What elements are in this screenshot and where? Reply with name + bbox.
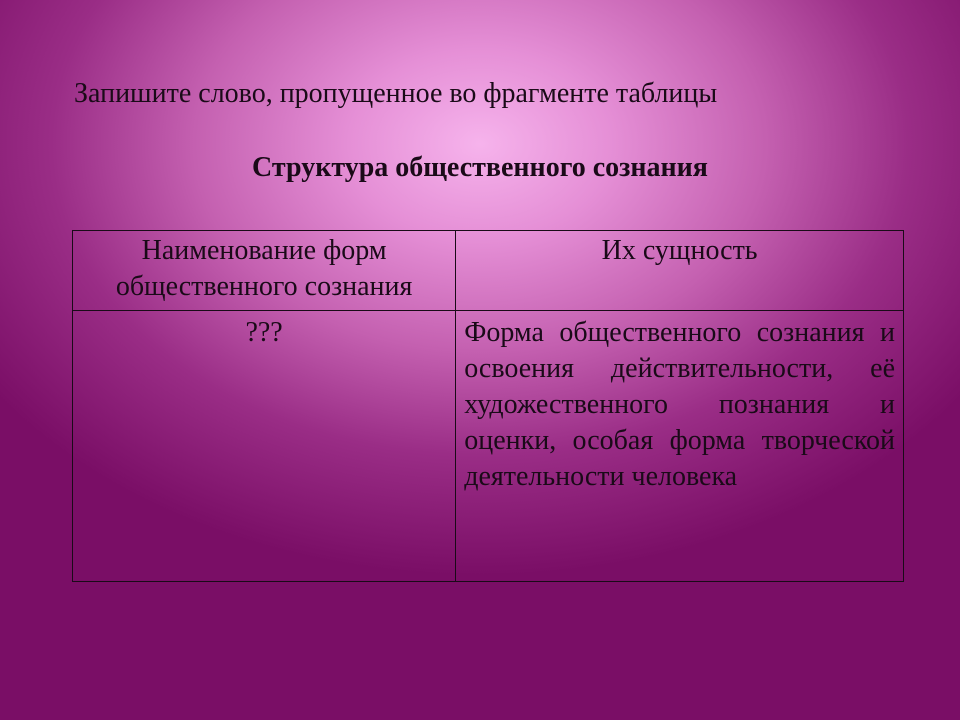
cell-essence-description: Форма общественного сознания и освоения действительности, её художественного познания и оценки, особая форма творческой деятельности человека	[456, 311, 904, 582]
table-row	[73, 311, 904, 582]
instruction-text: Запишите слово, пропущенное во фрагменте таблицы	[74, 78, 718, 109]
header-form-name: Наименование форм общественного сознания	[73, 231, 456, 311]
slide-title: Структура общественного сознания	[252, 152, 708, 183]
header-essence: Их сущность	[456, 231, 904, 311]
structure-table	[72, 230, 904, 582]
cell-missing-form: ???	[73, 311, 456, 582]
table-header-row	[73, 231, 904, 311]
